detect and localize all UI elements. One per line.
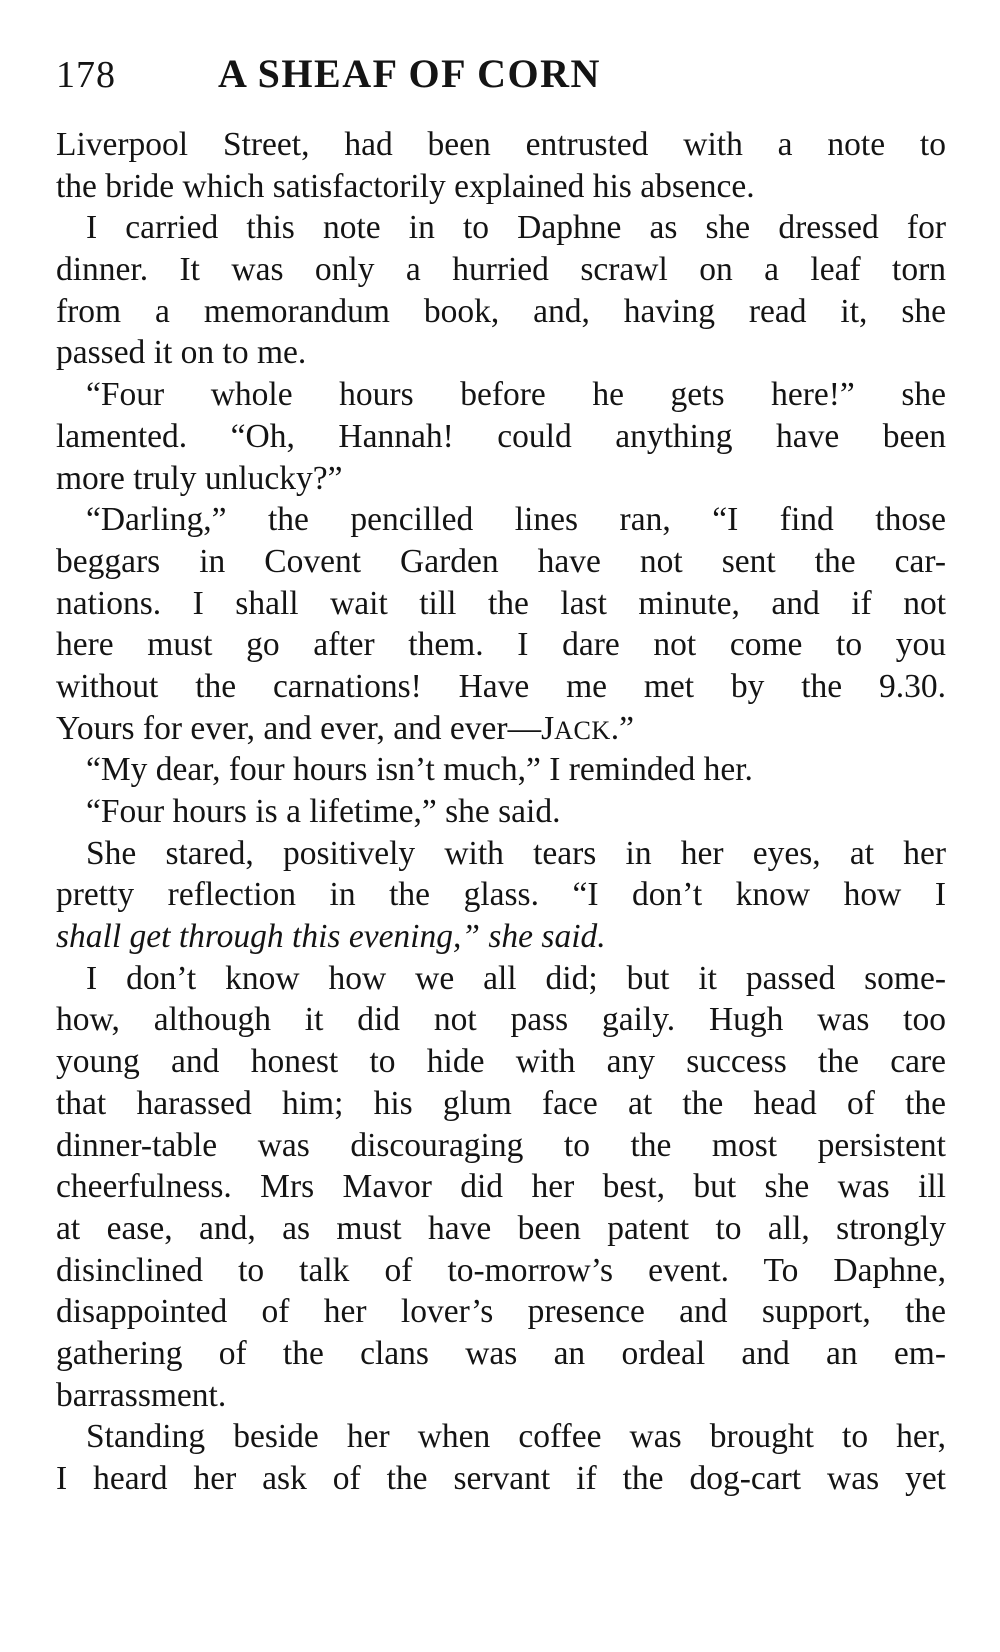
text-line: I heard her ask of the servant if the dog-cart was yet xyxy=(56,1460,946,1497)
text-segment: Yours for ever, and ever, and ever—J xyxy=(56,709,555,747)
running-title: A SHEAF OF CORN xyxy=(218,51,601,96)
text-line: young and honest to hide with any success the care xyxy=(56,1043,946,1081)
text-line: disinclined to talk of to-morrow’s event. To Daphne, xyxy=(56,1251,946,1289)
text-line: from a memorandum book, and, having read it, she xyxy=(56,292,946,330)
text-line: here must go after them. I dare not come to you xyxy=(56,626,946,664)
text-line: passed it on to me. xyxy=(56,334,307,372)
text-line: without the carnations! Have me met by the 9.30. xyxy=(56,667,946,705)
page-number: 178 xyxy=(56,54,116,96)
text-line: pretty reflection in the glass. “I don’t know how I xyxy=(56,876,946,914)
text-line: barrassment. xyxy=(56,1376,227,1414)
text-line: disappointed of her lover’s presence and support, the xyxy=(56,1293,946,1331)
text-line: gathering of the clans was an ordeal and an em- xyxy=(56,1334,946,1372)
text-line: I don’t know how we all did; but it passed some- xyxy=(86,959,946,997)
text-line: at ease, and, as must have been patent to all, strongly xyxy=(56,1209,946,1247)
text-line: shall get through this evening,” she said. xyxy=(56,918,606,956)
text-line: dinner. It was only a hurried scrawl on a leaf torn xyxy=(56,251,946,289)
text-line: Standing beside her when coffee was brought to her, xyxy=(86,1418,946,1456)
text-line: more truly unlucky?” xyxy=(56,459,343,497)
body-text xyxy=(56,124,946,1500)
text-line: “Four hours is a lifetime,” she said. xyxy=(86,793,561,830)
text-line: beggars in Covent Garden have not sent the car- xyxy=(56,542,946,580)
small-caps-signature: ACK xyxy=(554,715,611,745)
text-line: that harassed him; his glum face at the head of the xyxy=(56,1084,946,1122)
text-line xyxy=(56,708,946,750)
text-line: nations. I shall wait till the last minute, and if not xyxy=(56,584,946,622)
text-line: Liverpool Street, had been entrusted with a note to xyxy=(56,126,946,163)
text-line: cheerfulness. Mrs Mavor did her best, but she was ill xyxy=(56,1168,946,1206)
book-page xyxy=(56,50,946,1500)
text-line: “Four whole hours before he gets here!” she xyxy=(86,376,946,414)
text-line: She stared, positively with tears in her eyes, at her xyxy=(86,834,946,872)
text-line: how, although it did not pass gaily. Hugh was too xyxy=(56,1001,946,1039)
running-head xyxy=(56,50,946,114)
text-line: dinner-table was discouraging to the most persistent xyxy=(56,1126,946,1164)
text-line: the bride which satisfactorily explained his absence. xyxy=(56,167,755,205)
text-line: “My dear, four hours isn’t much,” I reminded her. xyxy=(86,751,753,789)
text-segment: .” xyxy=(610,709,635,747)
text-line: I carried this note in to Daphne as she dressed for xyxy=(86,209,946,247)
text-line: lamented. “Oh, Hannah! could anything have been xyxy=(56,417,946,455)
text-line: “Darling,” the pencilled lines ran, “I find those xyxy=(86,501,946,539)
